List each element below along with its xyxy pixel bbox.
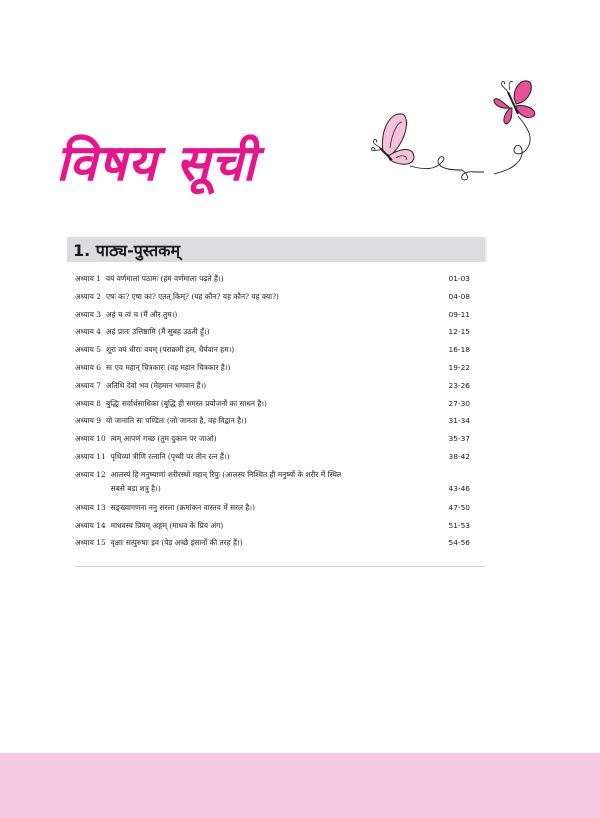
chapter-title[interactable]: बुद्धिः सर्वार्थसाधिका (बुद्धि ही समस्त प्रयोजनों का साधन है।): [105, 398, 267, 408]
toc-row[interactable]: [75, 341, 470, 359]
chapter-title[interactable]: अहं प्रातः उत्तिष्ठामि (मैं सुबह उठती हूँ।): [105, 327, 210, 337]
chapter-pages: 16-18: [448, 345, 470, 355]
toc-row[interactable]: [75, 517, 470, 535]
chapter-title[interactable]: एषः कः? एषा का? एतत् किम्? (यह कौन? यह कौन? यह क्या?): [105, 291, 279, 301]
chapter-pages: 35-37: [448, 434, 470, 444]
footer-band: [0, 753, 600, 818]
chapter-label: अध्याय 11: [75, 451, 106, 461]
chapter-pages: 23-26: [448, 380, 470, 390]
chapter-label: अध्याय 15: [75, 538, 106, 548]
chapter-pages: 38-42: [448, 451, 470, 461]
chapter-title[interactable]: सः एव महान् चित्रकारः (वह महान चित्रकार है।): [105, 362, 231, 372]
chapter-label: अध्याय 10: [75, 434, 106, 444]
chapter-label: अध्याय 14: [75, 520, 106, 530]
chapter-label: अध्याय 5: [75, 345, 101, 355]
chapter-label: अध्याय 3: [75, 309, 101, 319]
page-title: विषय सूची: [56, 133, 257, 192]
divider: [75, 566, 485, 567]
chapter-label: अध्याय 9: [75, 416, 101, 426]
toc-row[interactable]: [75, 499, 470, 517]
chapter-label: अध्याय 6: [75, 362, 101, 372]
chapter-title[interactable]: अतिथि देवो भव (मेहमान भगवान हैं।): [105, 380, 207, 390]
toc-row[interactable]: [75, 359, 470, 377]
chapter-pages: 09-11: [448, 309, 470, 319]
chapter-title[interactable]: शूरा वयं धीराः वयम् (पराक्रमी हम, धैर्यवान हम।): [105, 345, 235, 355]
butterfly-icon: [350, 70, 550, 210]
toc-row[interactable]: [75, 395, 470, 413]
table-of-contents: [75, 270, 470, 552]
chapter-title[interactable]: यो जानाति सः पण्डितः (जो जानता है, वह विद्वान है।): [105, 416, 247, 426]
chapter-pages: 51-53: [448, 520, 470, 530]
chapter-pages: 54-56: [448, 538, 470, 548]
chapter-label: अध्याय 8: [75, 398, 101, 408]
chapter-pages: 19-22: [448, 362, 470, 372]
chapter-label: अध्याय 2: [75, 291, 101, 301]
chapter-title[interactable]: वयं वर्णमालां पठामः (हम वर्णमाला पढ़ते हैं।): [105, 274, 224, 283]
toc-row[interactable]: [75, 270, 470, 288]
toc-row[interactable]: [75, 323, 470, 341]
chapter-pages: 04-08: [448, 291, 470, 301]
chapter-pages: 27-30: [448, 398, 470, 408]
chapter-title[interactable]: त्वम् आपणं गच्छ (तुम दुकान पर जाओ): [110, 434, 217, 444]
chapter-label: अध्याय 4: [75, 327, 101, 337]
toc-row[interactable]: [75, 430, 470, 448]
chapter-title[interactable]: आलस्यं हि मनुष्याणां शरीरस्थो महान् रिपुः (आलस्य निश्चित ही मनुष्यों के शरीर में स्थित: [110, 469, 342, 479]
chapter-title[interactable]: माधवस्य प्रियम् अङ्गम् (माधव के प्रिय अंग): [110, 520, 224, 530]
toc-row[interactable]: [75, 412, 470, 430]
chapter-title[interactable]: सङ्ख्यागणना ननु सरला (क्रमांकन वास्तव में सरल है।): [110, 502, 255, 512]
chapter-label: अध्याय 13: [75, 502, 106, 512]
chapter-pages: 47-50: [448, 502, 470, 512]
toc-row[interactable]: [75, 466, 470, 499]
toc-row[interactable]: [75, 448, 470, 466]
section-title: 1. पाठ्य-पुस्तकम्: [73, 240, 181, 260]
chapter-label: अध्याय 7: [75, 380, 101, 390]
toc-row[interactable]: [75, 306, 470, 324]
toc-row[interactable]: [75, 377, 470, 395]
left-butterfly-icon: [371, 114, 484, 180]
toc-row[interactable]: [75, 288, 470, 306]
chapter-title[interactable]: पृथिव्यां त्रीणि रत्नानि (पृथ्वी पर तीन रत्न हैं।): [110, 451, 230, 461]
toc-row[interactable]: [75, 534, 470, 552]
chapter-pages: 01-03: [448, 274, 470, 283]
section-header: [67, 237, 487, 262]
chapter-label: अध्याय 12: [75, 469, 106, 479]
chapter-pages: 31-34: [448, 416, 470, 426]
chapter-title-continued[interactable]: सबसे बड़ा शत्रु है।): [110, 483, 161, 493]
chapter-label: अध्याय 1: [75, 274, 101, 283]
chapter-pages: 12-15: [448, 327, 470, 337]
chapter-title[interactable]: वृक्षाः सत्पुरुषाः इव (पेड़ अच्छे इंसानों की तरह हैं।): [110, 538, 243, 548]
chapter-title[interactable]: अहं च त्वं च (मैं और तुम।): [105, 309, 178, 319]
chapter-pages: 43-46: [448, 483, 470, 493]
right-butterfly-icon: [494, 81, 535, 174]
